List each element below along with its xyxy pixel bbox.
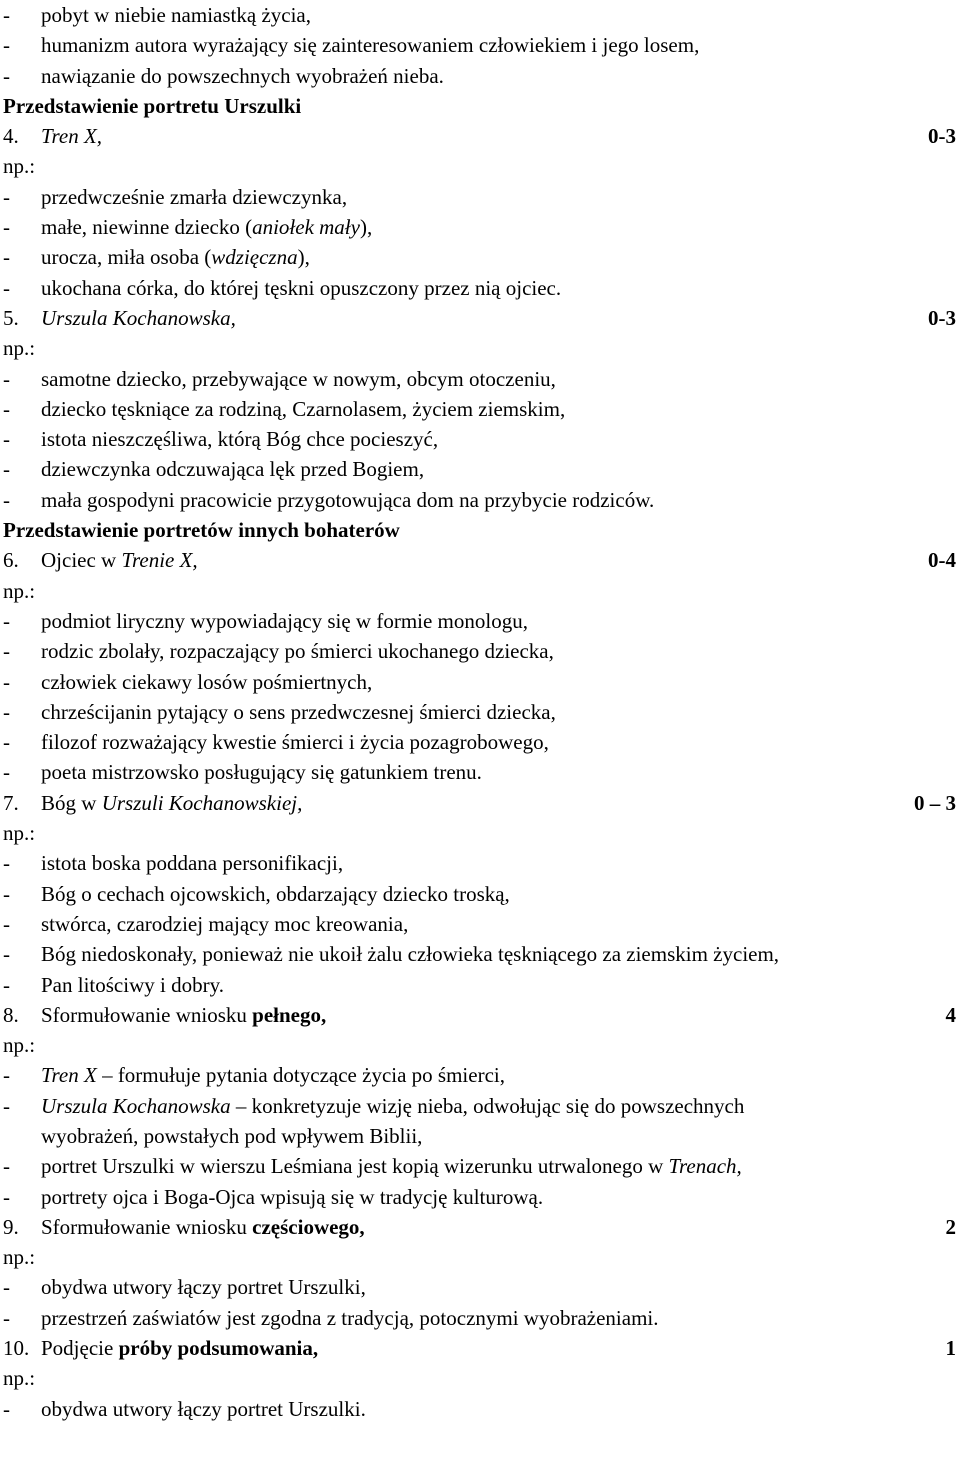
item-4-title: Tren X, — [41, 124, 103, 149]
item-7-header: 7. Bóg w Urszuli Kochanowskiej, 0 – 3 — [0, 788, 960, 818]
item-5-points: 0-3 — [928, 305, 956, 330]
item-9-header: 9. Sformułowanie wniosku częściowego, 2 — [0, 1212, 960, 1242]
section-heading-others: Przedstawienie portretów innych bohaterów — [3, 518, 400, 543]
item-5-bullet: - istota nieszczęśliwa, którą Bóg chce pocieszyć, — [3, 427, 439, 452]
item-10-header: 10. Podjęcie próby podsumowania, 1 — [0, 1333, 960, 1363]
section-heading-urszulka: Przedstawienie portretu Urszulki — [3, 93, 302, 118]
item-6-bullet: - poeta mistrzowsko posługujący się gatunkiem trenu. — [3, 760, 482, 785]
item-6-bullet: - podmiot liryczny wypowiadający się w formie monologu, — [3, 608, 528, 633]
item-8-bullet-continuation: wyobrażeń, powstałych pod wpływem Biblii, — [41, 1123, 423, 1148]
item-7-points: 0 – 3 — [914, 790, 956, 815]
np-label: np.: — [3, 578, 36, 603]
item-7-bullet: - istota boska poddana personifikacji, — [3, 851, 344, 876]
item-4-points: 0-3 — [928, 124, 956, 149]
item-5-bullet: - dziecko tęskniące za rodziną, Czarnolasem, życiem ziemskim, — [3, 396, 566, 421]
np-label: np.: — [3, 1366, 36, 1391]
item-7-bullet: - Pan litościwy i dobry. — [3, 972, 224, 997]
item-4-bullet: - małe, niewinne dziecko (aniołek mały), — [3, 215, 373, 240]
item-5-bullet: - samotne dziecko, przebywające w nowym, obcym otoczeniu, — [3, 366, 556, 391]
item-7-bullet: - Bóg o cechach ojcowskich, obdarzający dziecko troską, — [3, 881, 510, 906]
item-9-points: 2 — [945, 1214, 956, 1239]
np-label: np.: — [3, 154, 36, 179]
item-8-bullet: - portrety ojca i Boga-Ojca wpisują się w tradycję kulturową. — [3, 1184, 544, 1209]
np-label: np.: — [3, 821, 36, 846]
item-5-title: Urszula Kochanowska, — [41, 305, 236, 330]
item-8-header: 8. Sformułowanie wniosku pełnego, 4 — [0, 1000, 960, 1030]
np-label: np.: — [3, 336, 36, 361]
item-6-header: 6. Ojciec w Trenie X, 0-4 — [0, 545, 960, 575]
item-8-bullet: - Tren X – formułuje pytania dotyczące życia po śmierci, — [3, 1063, 505, 1088]
np-label: np.: — [3, 1033, 36, 1058]
item-6-bullet: - chrześcijanin pytający o sens przedwczesnej śmierci dziecka, — [3, 699, 556, 724]
item-4-bullet: - ukochana córka, do której tęskni opuszczony przez nią ojciec. — [3, 275, 562, 300]
item-9-bullet: - obydwa utwory łączy portret Urszulki, — [3, 1275, 366, 1300]
item-6-bullet: - rodzic zbolały, rozpaczający po śmierci ukochanego dziecka, — [3, 639, 554, 664]
item-5-bullet: - dziewczynka odczuwająca lęk przed Bogiem, — [3, 457, 425, 482]
item-6-bullet: - filozof rozważający kwestie śmierci i życia pozagrobowego, — [3, 730, 549, 755]
item-5-header: 5. Urszula Kochanowska, 0-3 — [0, 303, 960, 333]
item-8-bullet: - Urszula Kochanowska – konkretyzuje wizję nieba, odwołując się do powszechnych — [3, 1093, 745, 1118]
item-7-bullet: - Bóg niedoskonały, ponieważ nie ukoił żalu człowieka tęskniącego za ziemskim życiem, — [3, 942, 780, 967]
item-6-points: 0-4 — [928, 548, 956, 573]
item-5-bullet: - mała gospodyni pracowicie przygotowująca dom na przybycie rodziców. — [3, 487, 655, 512]
intro-bullet: - nawiązanie do powszechnych wyobrażeń nieba. — [3, 63, 444, 88]
item-6-bullet: - człowiek ciekawy losów pośmiertnych, — [3, 669, 373, 694]
item-8-points: 4 — [945, 1002, 956, 1027]
item-10-bullet: - obydwa utwory łączy portret Urszulki. — [3, 1396, 366, 1421]
item-4-bullet: - przedwcześnie zmarła dziewczynka, — [3, 184, 348, 209]
intro-bullet: - pobyt w niebie namiastką życia, — [3, 3, 311, 27]
intro-bullet: - humanizm autora wyrażający się zainteresowaniem człowiekiem i jego losem, — [3, 33, 700, 58]
item-7-bullet: - stwórca, czarodziej mający moc kreowania, — [3, 911, 409, 936]
item-10-points: 1 — [945, 1336, 956, 1361]
item-4-header: 4. Tren X, 0-3 — [0, 121, 960, 151]
item-9-bullet: - przestrzeń zaświatów jest zgodna z tradycją, potocznymi wyobrażeniami. — [3, 1305, 659, 1330]
item-8-bullet: - portret Urszulki w wierszu Leśmiana jest kopią wizerunku utrwalonego w Trenach, — [3, 1154, 742, 1179]
np-label: np.: — [3, 1245, 36, 1270]
item-4-bullet: - urocza, miła osoba (wdzięczna), — [3, 245, 310, 270]
